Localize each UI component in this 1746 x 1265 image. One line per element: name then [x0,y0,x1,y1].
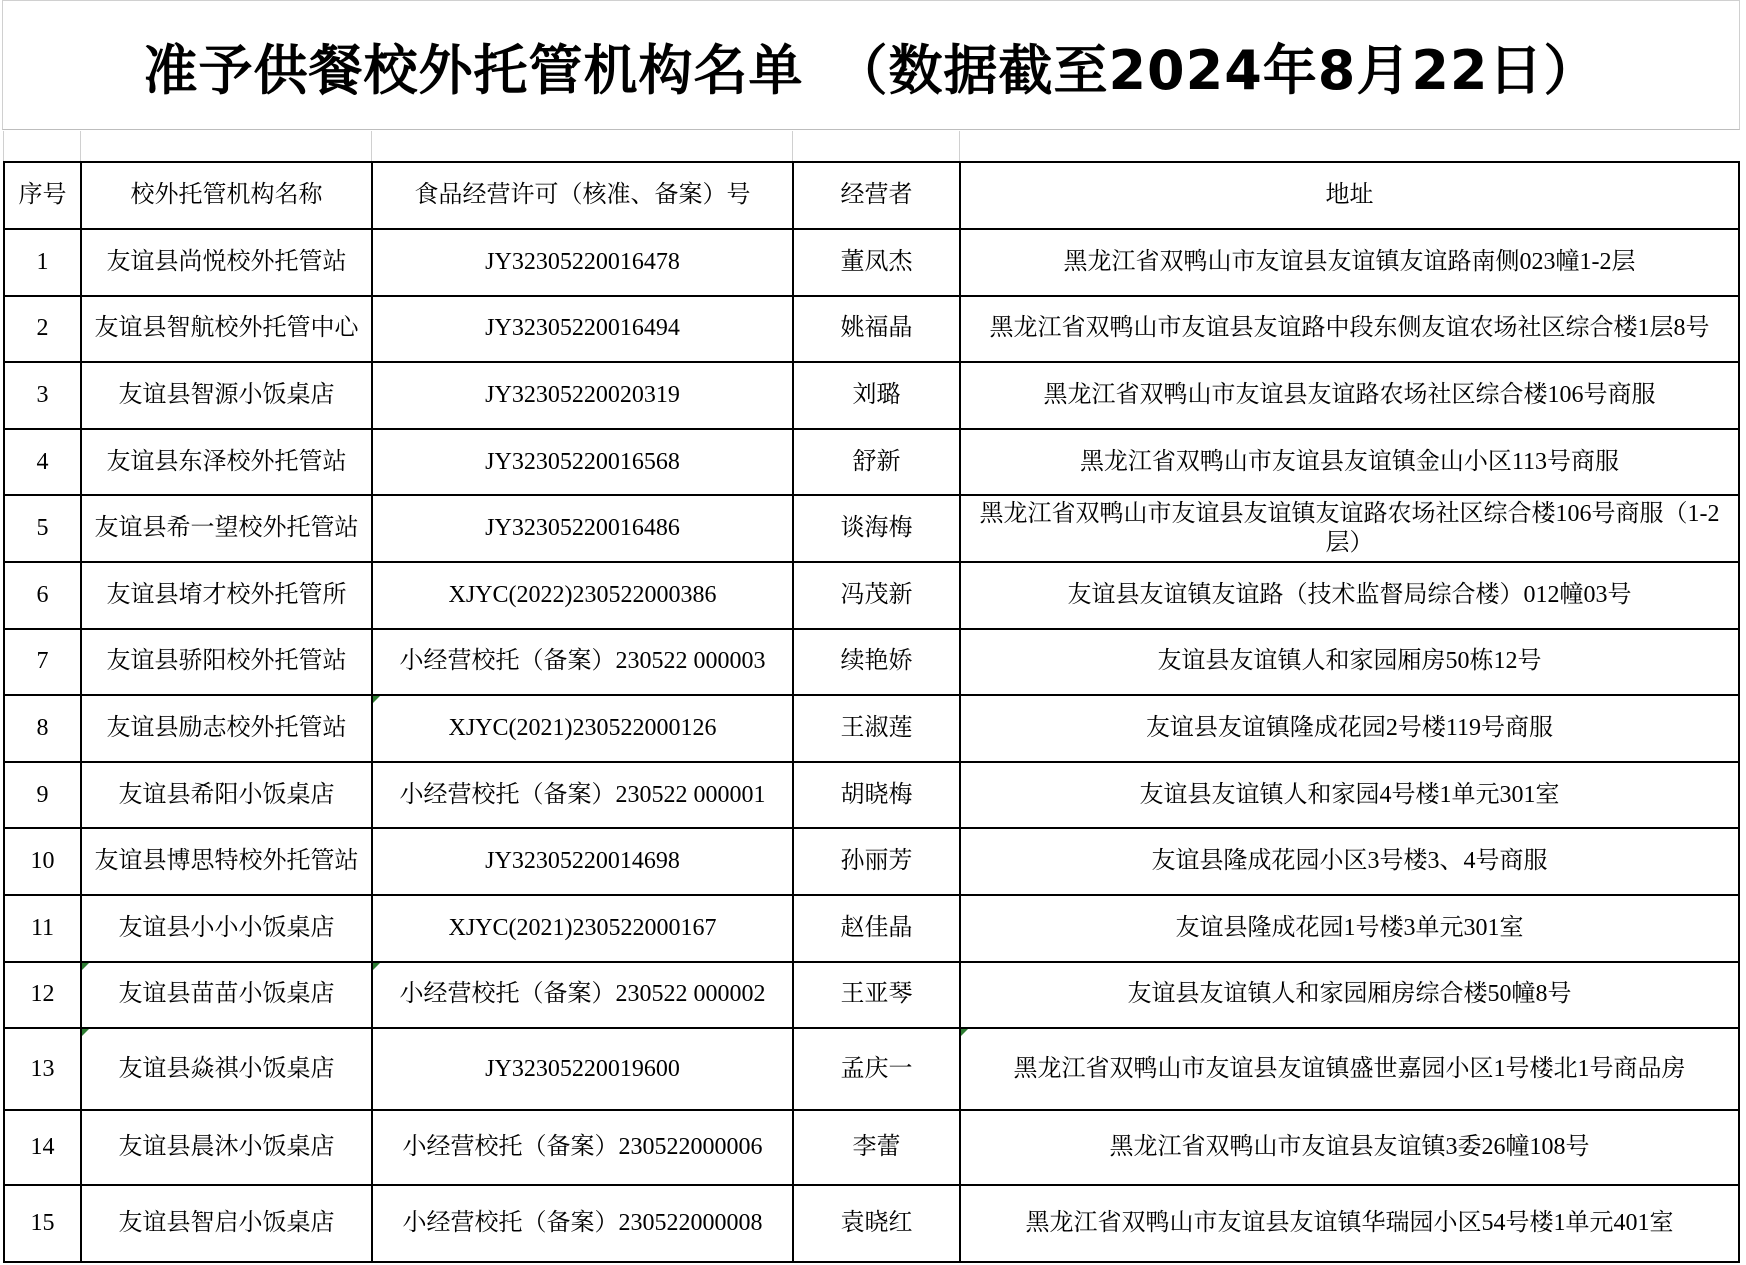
cell-operator [793,362,960,429]
cell-org-name [81,229,372,296]
cell-operator [793,1185,960,1262]
cell-address [960,229,1739,296]
cell-index-text: 15 [30,1210,55,1237]
cell-license-number-text: 小经营校托（备案）230522 000003 [399,648,766,675]
cell-index [4,362,81,429]
cell-index [4,962,81,1029]
cell-license-number [372,495,793,562]
spacer-cell [959,131,1738,161]
cell-operator-text: 舒新 [852,448,901,475]
cell-operator-text: 王淑莲 [840,715,913,742]
cell-org-name-text: 友谊县博思特校外托管站 [94,848,359,875]
cell-org-name [81,828,372,895]
cell-operator [793,229,960,296]
cell-org-name-text: 友谊县苗苗小饭桌店 [118,981,335,1008]
header-org-name: 校外托管机构名称 [81,162,372,229]
cell-license-number-text: XJYC(2021)230522000126 [448,715,717,742]
cell-address [960,762,1739,829]
cell-org-name-text: 友谊县晨沐小饭桌店 [118,1134,335,1161]
cell-operator [793,695,960,762]
cell-address-text: 黑龙江省双鸭山市友谊县友谊镇金山小区113号商服 [1079,448,1620,475]
error-indicator-icon [373,963,380,970]
spacer-cell [371,131,792,161]
cell-license-number-text: 小经营校托（备案）230522000008 [402,1210,763,1237]
cell-address-text: 友谊县友谊镇人和家园厢房综合楼50幢8号 [1127,981,1572,1008]
cell-license-number-text: JY32305220014698 [485,848,680,875]
table-row [4,495,1739,562]
cell-address [960,362,1739,429]
cell-org-name [81,1110,372,1185]
cell-operator [793,562,960,629]
cell-org-name [81,429,372,496]
cell-license-number [372,1110,793,1185]
cell-index-text: 3 [36,382,49,409]
cell-license-number [372,562,793,629]
cell-address-text: 黑龙江省双鸭山市友谊县友谊镇盛世嘉园小区1号楼北1号商品房 [1013,1055,1686,1082]
cell-license-number [372,1185,793,1262]
cell-address [960,962,1739,1029]
cell-license-number-text: JY32305220020319 [485,382,680,409]
cell-operator-text: 姚福晶 [840,315,913,342]
cell-address-text: 黑龙江省双鸭山市友谊县友谊镇友谊路南侧023幢1-2层 [1063,248,1636,275]
cell-operator-text: 冯茂新 [840,581,913,608]
cell-operator [793,1028,960,1110]
cell-operator-text: 李蕾 [852,1134,901,1161]
cell-org-name-text: 友谊县尚悦校外托管站 [106,248,347,275]
cell-operator [793,629,960,696]
cell-operator [793,495,960,562]
error-indicator-icon [961,1029,968,1036]
table-row [4,1028,1739,1110]
cell-index-text: 12 [30,981,55,1008]
institution-table [3,161,1740,1263]
cell-operator-text: 王亚琴 [840,981,913,1008]
spacer-cell [80,131,371,161]
cell-license-number [372,229,793,296]
table-row [4,895,1739,962]
cell-address [960,296,1739,363]
cell-address-text: 友谊县友谊镇隆成花园2号楼119号商服 [1145,715,1554,742]
cell-address-text: 黑龙江省双鸭山市友谊县友谊路农场社区综合楼106号商服 [1043,382,1656,409]
header-index: 序号 [4,162,81,229]
cell-index [4,828,81,895]
cell-license-number [372,828,793,895]
cell-org-name [81,762,372,829]
cell-index-text: 13 [30,1055,55,1082]
cell-address-text: 友谊县友谊镇人和家园4号楼1单元301室 [1139,781,1560,808]
cell-license-number-text: JY32305220016486 [485,515,680,542]
cell-org-name-text: 友谊县智源小饭桌店 [118,382,335,409]
cell-org-name-text: 友谊县智启小饭桌店 [118,1210,335,1237]
cell-license-number-text: XJYC(2021)230522000167 [448,914,717,941]
table-row [4,828,1739,895]
table-row [4,629,1739,696]
cell-license-number [372,962,793,1029]
cell-address-text: 黑龙江省双鸭山市友谊县友谊镇友谊路农场社区综合楼106号商服（1-2层） [979,500,1720,556]
cell-operator [793,762,960,829]
spacer-cell [792,131,959,161]
cell-index [4,695,81,762]
cell-index [4,296,81,363]
cell-operator-text: 胡晓梅 [840,781,913,808]
cell-operator-text: 孟庆一 [840,1055,913,1082]
cell-org-name-text: 友谊县焱祺小饭桌店 [118,1055,335,1082]
cell-address-text: 黑龙江省双鸭山市友谊县友谊镇华瑞园小区54号楼1单元401室 [1025,1210,1674,1237]
cell-license-number-text: JY32305220016494 [485,315,680,342]
cell-index-text: 5 [36,515,49,542]
cell-org-name [81,695,372,762]
header-row [4,162,1739,229]
cell-index-text: 2 [36,315,49,342]
cell-operator-text: 续艳娇 [840,648,913,675]
cell-index-text: 8 [36,715,49,742]
empty-spacer-row [3,131,1738,161]
cell-org-name-text: 友谊县智航校外托管中心 [94,315,359,342]
cell-license-number [372,895,793,962]
cell-org-name-text: 友谊县励志校外托管站 [106,715,347,742]
cell-operator-text: 董凤杰 [840,248,913,275]
cell-address [960,429,1739,496]
cell-org-name-text: 友谊县堉才校外托管所 [106,581,347,608]
cell-license-number [372,429,793,496]
cell-operator-text: 刘璐 [852,382,901,409]
cell-address [960,1185,1739,1262]
cell-org-name [81,895,372,962]
cell-index [4,762,81,829]
spacer-cell [3,131,80,161]
error-indicator-icon [373,696,380,703]
cell-license-number-text: 小经营校托（备案）230522000006 [402,1134,763,1161]
cell-address [960,629,1739,696]
cell-address-text: 友谊县隆成花园小区3号楼3、4号商服 [1151,848,1548,875]
table-row [4,1185,1739,1262]
cell-org-name [81,962,372,1029]
cell-address [960,495,1739,562]
cell-operator [793,962,960,1029]
table-row [4,1110,1739,1185]
cell-operator [793,895,960,962]
cell-address [960,1110,1739,1185]
cell-org-name [81,362,372,429]
cell-license-number-text: JY32305220016568 [485,448,680,475]
cell-license-number-text: XJYC(2022)230522000386 [448,581,717,608]
cell-license-number-text: 小经营校托（备案）230522 000001 [399,781,766,808]
cell-org-name-text: 友谊县小小小饭桌店 [118,914,335,941]
header-operator: 经营者 [793,162,960,229]
cell-license-number [372,1028,793,1110]
cell-operator-text: 袁晓红 [840,1210,913,1237]
cell-address-text: 友谊县友谊镇友谊路（技术监督局综合楼）012幢03号 [1067,581,1632,608]
cell-index-text: 7 [36,648,49,675]
cell-license-number-text: 小经营校托（备案）230522 000002 [399,981,766,1008]
cell-index-text: 11 [30,914,55,941]
cell-address-text: 黑龙江省双鸭山市友谊县友谊路中段东侧友谊农场社区综合楼1层8号 [989,315,1710,342]
table-row [4,695,1739,762]
cell-org-name [81,629,372,696]
cell-index [4,629,81,696]
table-row [4,762,1739,829]
cell-address [960,562,1739,629]
table-body [4,229,1739,1262]
cell-index-text: 9 [36,781,49,808]
header-address: 地址 [960,162,1739,229]
cell-org-name [81,495,372,562]
cell-index [4,562,81,629]
cell-org-name [81,1028,372,1110]
cell-org-name-text: 友谊县骄阳校外托管站 [106,648,347,675]
cell-address [960,695,1739,762]
cell-org-name-text: 友谊县希一望校外托管站 [94,515,359,542]
cell-address [960,828,1739,895]
table-row [4,296,1739,363]
cell-address-text: 友谊县友谊镇人和家园厢房50栋12号 [1157,648,1542,675]
cell-license-number [372,695,793,762]
cell-operator-text: 赵佳晶 [840,914,913,941]
table-row [4,429,1739,496]
cell-license-number [372,629,793,696]
header-license-number: 食品经营许可（核准、备案）号 [372,162,793,229]
cell-org-name-text: 友谊县东泽校外托管站 [106,448,347,475]
cell-index-text: 1 [36,248,49,275]
cell-index-text: 14 [30,1134,55,1161]
cell-operator [793,429,960,496]
cell-org-name-text: 友谊县希阳小饭桌店 [118,781,335,808]
cell-operator-text: 谈海梅 [840,515,913,542]
table-row [4,229,1739,296]
cell-org-name [81,562,372,629]
cell-index [4,229,81,296]
cell-address-text: 友谊县隆成花园1号楼3单元301室 [1175,914,1524,941]
table-row [4,562,1739,629]
cell-index [4,895,81,962]
table-row [4,962,1739,1029]
cell-index [4,1110,81,1185]
cell-address-text: 黑龙江省双鸭山市友谊县友谊镇3委26幢108号 [1109,1134,1590,1161]
cell-license-number-text: JY32305220016478 [485,248,680,275]
cell-index-text: 4 [36,448,49,475]
table-row [4,362,1739,429]
cell-org-name [81,1185,372,1262]
cell-operator-text: 孙丽芳 [840,848,913,875]
cell-index-text: 10 [30,848,55,875]
cell-license-number [372,762,793,829]
cell-license-number-text: JY32305220019600 [485,1055,680,1082]
cell-address [960,1028,1739,1110]
cell-operator [793,828,960,895]
cell-index [4,1185,81,1262]
cell-index [4,495,81,562]
cell-operator [793,1110,960,1185]
cell-index-text: 6 [36,581,49,608]
error-indicator-icon [82,1029,89,1036]
title-main: 准予供餐校外托管机构名单 [143,39,804,102]
cell-address [960,895,1739,962]
sheet-title [2,0,1740,130]
cell-index [4,1028,81,1110]
cell-operator [793,296,960,363]
cell-org-name [81,296,372,363]
title-date-note: （数据截至2024年8月22日） [833,39,1599,102]
error-indicator-icon [82,963,89,970]
cell-license-number [372,296,793,363]
cell-index [4,429,81,496]
cell-license-number [372,362,793,429]
